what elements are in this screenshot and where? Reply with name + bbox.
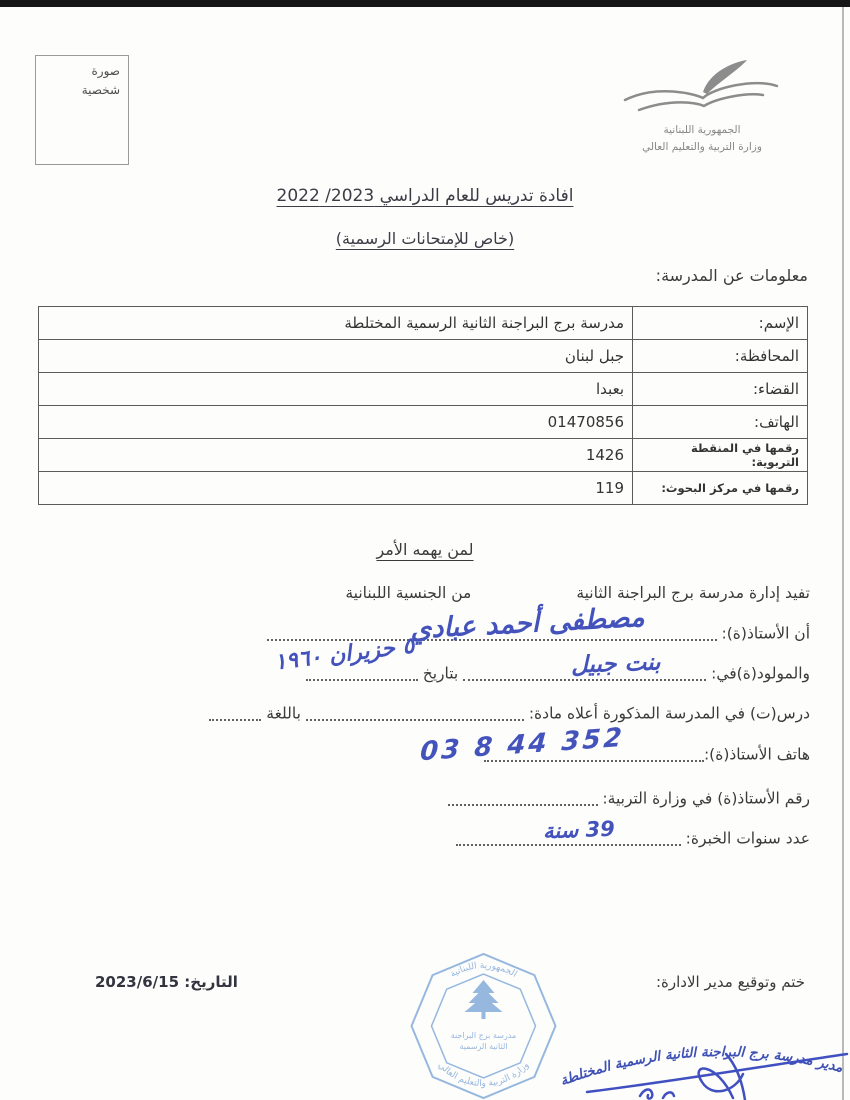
date-line — [95, 973, 238, 991]
row-value-phone: 01470856 — [39, 406, 633, 439]
teacher-phone-label: هاتف الأستاذ(ة): — [703, 745, 810, 764]
school-info-heading: معلومات عن المدرسة: — [655, 266, 808, 285]
nationality-text: من الجنسية اللبنانية — [345, 584, 472, 602]
dotted-line — [484, 745, 704, 762]
subject-line — [235, 704, 810, 723]
birth-place-label: والمولود(ة)في: — [706, 664, 810, 683]
director-stamp-signature-label: ختم وتوقيع مدير الادارة: — [655, 973, 805, 991]
row-label-phone: الهاتف: — [633, 406, 808, 439]
table-row — [39, 406, 808, 439]
to-whom-it-may-concern-heading: لمن يهمه الأمر — [376, 540, 474, 559]
row-value-name: مدرسة برج البراجنة الثانية الرسمية المختلطة — [39, 307, 633, 340]
open-book-logo-icon — [617, 58, 787, 122]
logo-republic-text: الجمهورية اللبنانية — [663, 124, 741, 136]
dotted-line — [448, 789, 598, 806]
teacher-name-line — [235, 601, 810, 646]
table-row — [39, 307, 808, 340]
dotted-line — [306, 664, 418, 681]
dotted-line — [463, 664, 706, 681]
date-value: 2023/6/15 — [95, 973, 180, 991]
dotted-line — [209, 704, 261, 721]
ministry-number-label: رقم الأستاذ(ة) في وزارة التربية: — [597, 789, 810, 808]
scan-top-edge — [0, 0, 850, 7]
handwritten-birth-date: ٥ حزيران ١٩٦٠ — [273, 633, 416, 676]
table-row — [39, 340, 808, 373]
stamp-center-text-line2: الثانية الرسمية — [459, 1042, 508, 1051]
table-row — [39, 439, 808, 472]
birth-date-label: بتاريخ — [422, 664, 459, 683]
row-value-research-center-number: 119 — [39, 472, 633, 505]
dotted-line — [306, 704, 524, 721]
date-label: التاريخ: — [184, 973, 238, 991]
stamp-top-arc-text: الجمهورية اللبنانية — [448, 960, 519, 980]
logo-ministry-text: وزارة التربية والتعليم العالي — [642, 141, 762, 154]
row-label-district: القضاء: — [633, 373, 808, 406]
language-label: باللغة — [266, 704, 301, 723]
teacher-phone-line — [419, 722, 810, 768]
school-info-table — [38, 306, 808, 505]
ministry-logo — [602, 58, 802, 157]
row-value-governorate: جبل لبنان — [39, 340, 633, 373]
stamp-center-text-line1: مدرسة برج البراجنة — [450, 1031, 517, 1040]
row-value-edu-zone-number: 1426 — [39, 439, 633, 472]
photo-box-label-line2: شخصية — [81, 82, 120, 97]
experience-line — [430, 816, 810, 848]
subject-label: درس(ت) في المدرسة المذكورة أعلاه مادة: — [523, 704, 810, 723]
row-label-research-center-number: رقمها في مركز البحوث: — [633, 472, 808, 505]
teacher-name-label: أن الأستاذ(ة): — [716, 624, 810, 643]
document-subtitle: (خاص للإمتحانات الرسمية) — [335, 229, 515, 248]
personal-photo-box — [35, 55, 129, 165]
stamp-bottom-arc-text: وزارة التربية والتعليم العالي — [435, 1060, 532, 1090]
handwritten-experience-years: 39 سنة — [542, 816, 616, 844]
experience-label: عدد سنوات الخبرة: — [680, 829, 810, 848]
table-row — [39, 373, 808, 406]
director-signature — [585, 1048, 850, 1100]
handwritten-phone-number: 03 8 44 352 — [419, 722, 626, 768]
table-row — [39, 472, 808, 505]
certify-text: تفيد إدارة مدرسة برج البراجنة الثانية — [576, 584, 810, 602]
row-value-district: بعبدا — [39, 373, 633, 406]
handwritten-birth-place: بنت جبيل — [570, 649, 661, 679]
director-stamp-arc-text: مدير مدرسة برج البراجنة الثانية الرسمية المختلطة — [557, 1044, 845, 1090]
document-title: افادة تدريس للعام الدراسي 2023/ 2022 — [276, 186, 574, 206]
dotted-line — [267, 624, 717, 641]
row-label-edu-zone-number: رقمها في المنقطة التربوية: — [633, 439, 808, 472]
photo-box-label-line1: صورة — [91, 64, 120, 78]
row-label-governorate: المحافظة: — [633, 340, 808, 373]
certify-line — [345, 584, 810, 602]
row-label-name: الإسم: — [633, 307, 808, 340]
ministry-number-line — [430, 789, 810, 808]
handwritten-teacher-name: مصطفى أحمد عبادي — [409, 601, 646, 646]
dotted-line — [456, 829, 681, 846]
